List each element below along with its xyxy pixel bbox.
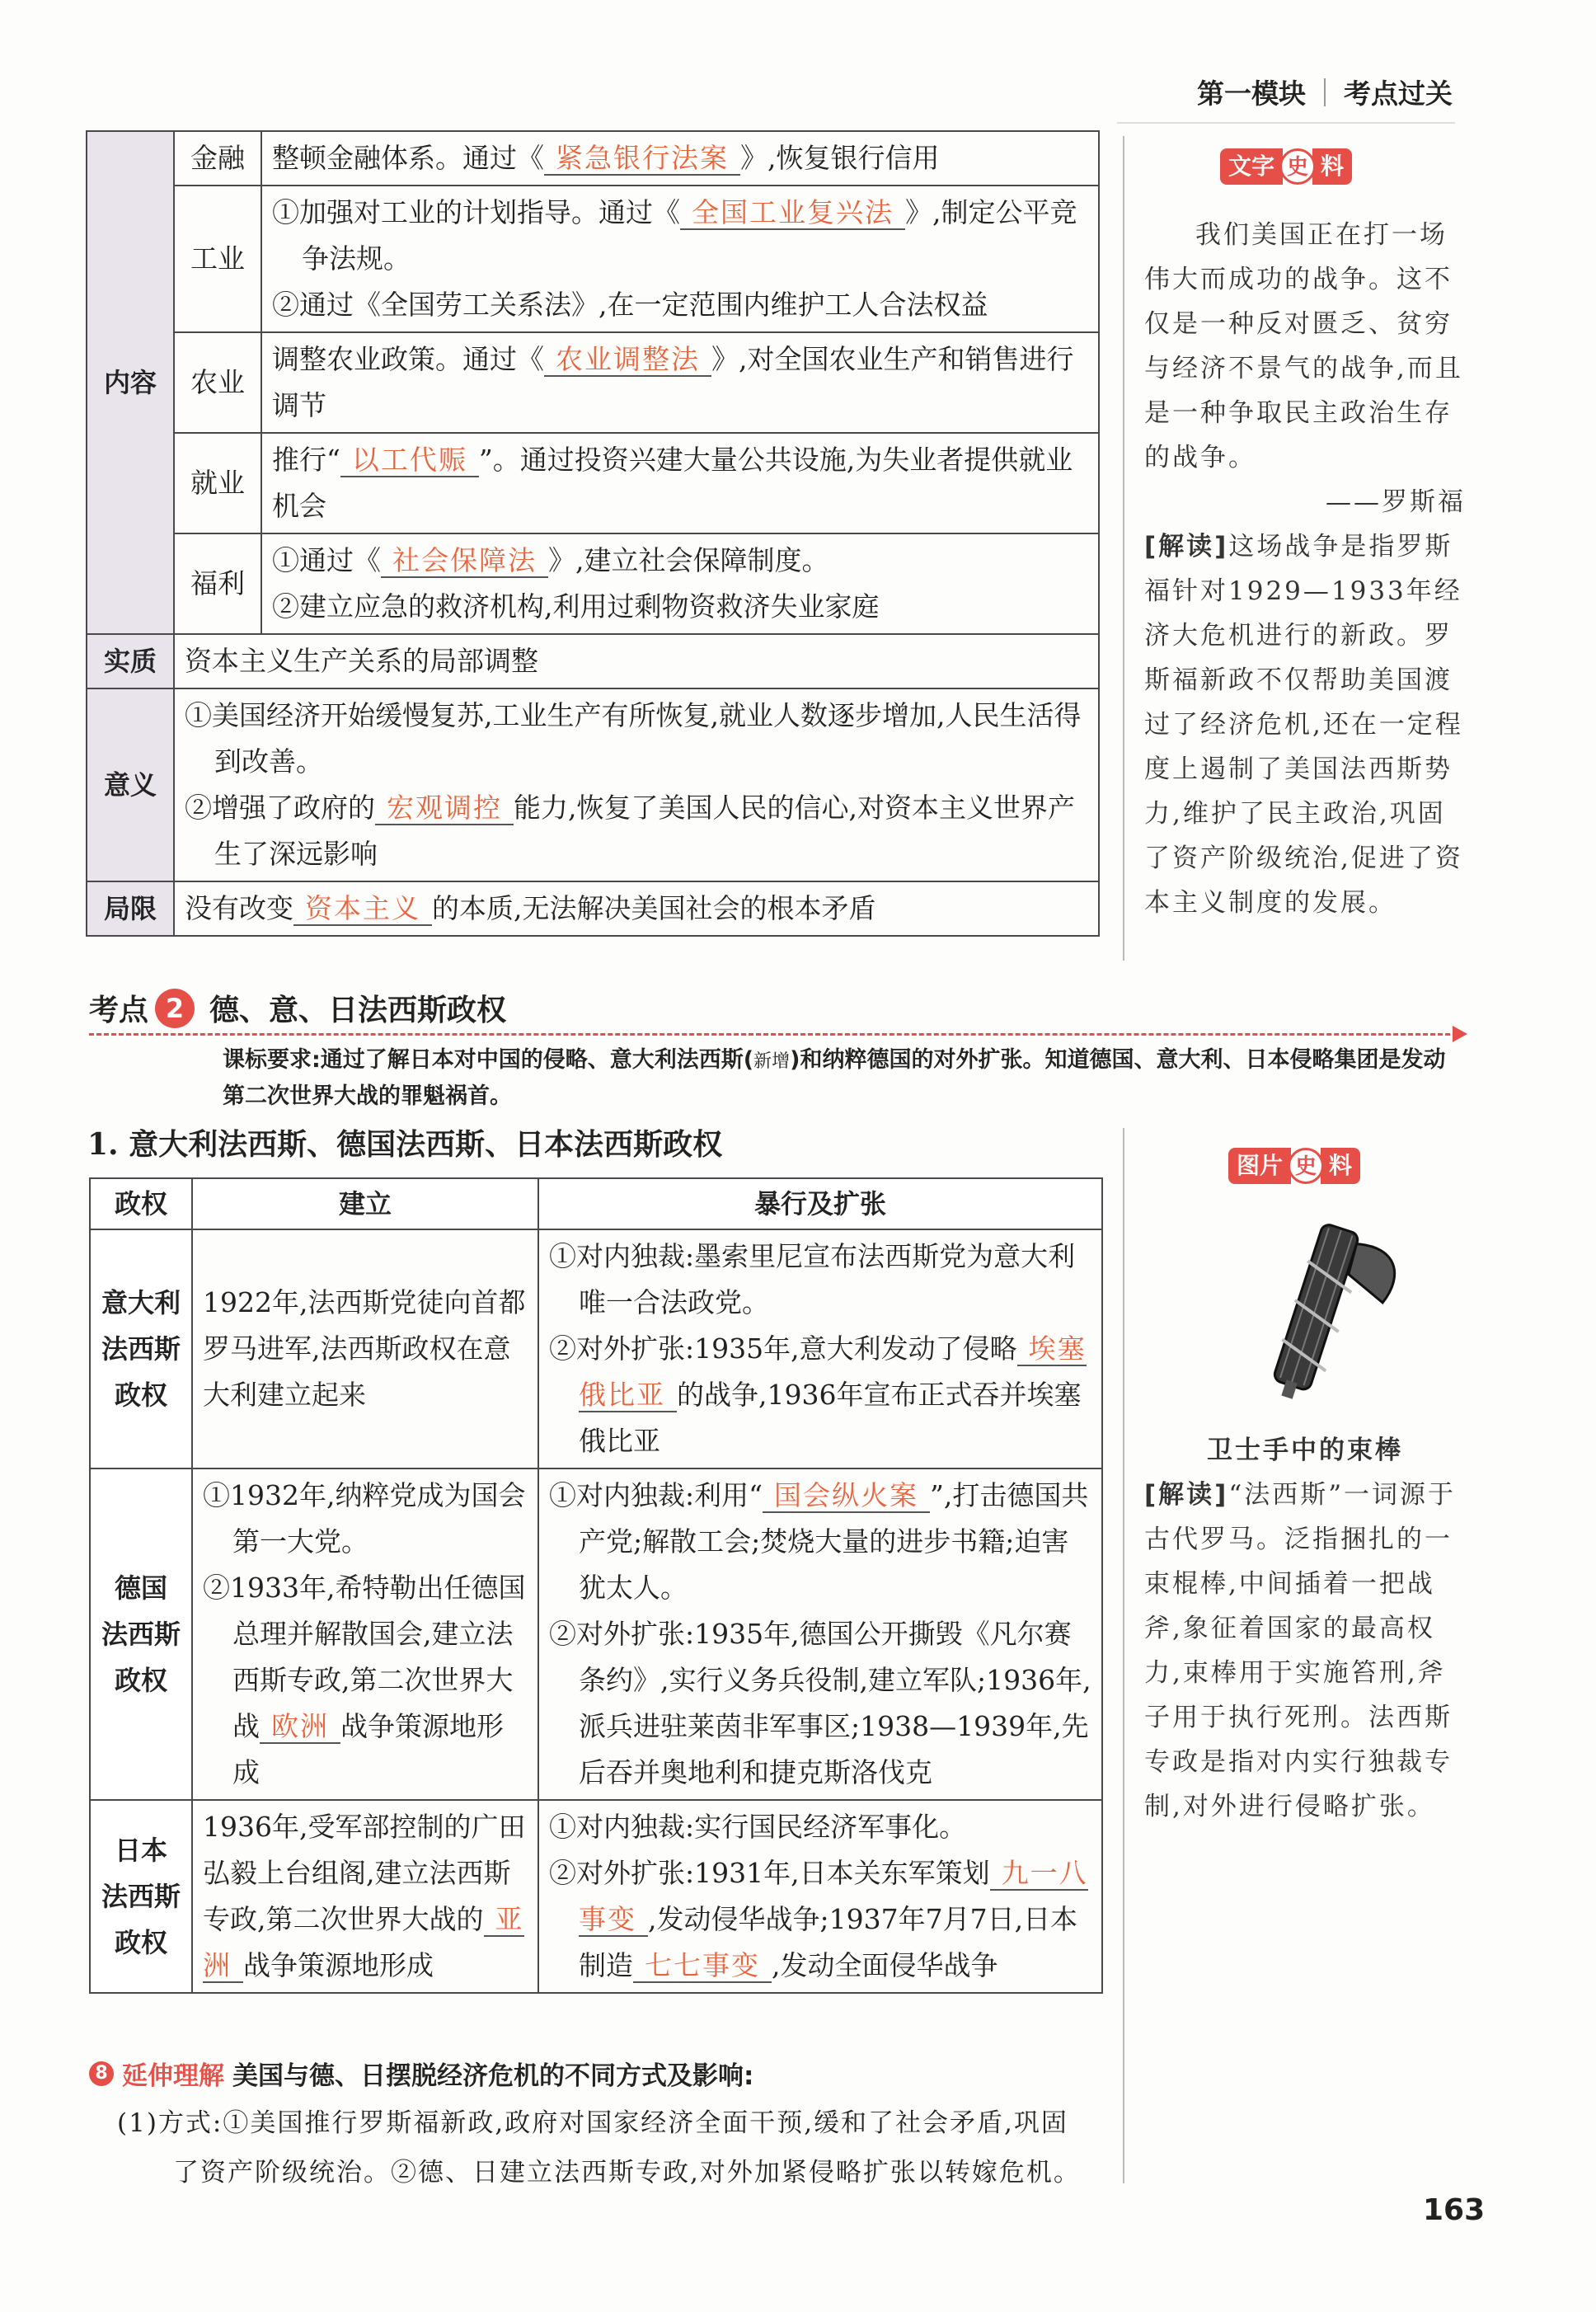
fill-answer: 亚洲: [203, 1903, 524, 1981]
text: 调整农业政策。通过《: [272, 343, 544, 375]
italy-action-1: ①对内独裁:墨索里尼宣布法西斯党为意大利唯一合法政党。: [549, 1240, 1076, 1318]
japan-label: [90, 1800, 192, 1993]
italy-action-2: [549, 1326, 1091, 1464]
fasces-illustration: [1220, 1216, 1410, 1406]
header-separator: [1324, 78, 1326, 106]
interp-text: 这场战争是指罗斯福针对1929—1933年经济大危机进行的新政。罗斯福新政不仅帮助美国渡过了经济危机,还在一定程度上遏制了美国法西斯势力,维护了民主政治,巩固了资产阶级统治,促进了资本主义制度的发展。: [1144, 532, 1463, 918]
page-header: [1197, 73, 1453, 111]
table-row-italy: [90, 1229, 1102, 1468]
table-row: [87, 332, 1099, 433]
fill-answer: 全国工业复兴法: [680, 196, 905, 230]
text: 战争策源地形成: [232, 1710, 504, 1788]
japan-action-1: ①对内独裁:实行国民经济军事化。: [549, 1811, 967, 1843]
sub-label: 工业: [174, 186, 261, 332]
text: 》,制定公平竞争法规。: [302, 196, 1077, 275]
subheading: 1. 意大利法西斯、德国法西斯、日本法西斯政权: [87, 1127, 723, 1162]
fill-answer: 宏观调控: [375, 792, 514, 825]
welfare-line-1: [272, 538, 1088, 584]
fill-answer: 七七事变: [633, 1949, 772, 1983]
text: ①通过《: [272, 544, 381, 576]
germany-establish: [192, 1468, 538, 1800]
significance-label: 意义: [87, 688, 174, 881]
label-line: 政权: [114, 1665, 167, 1696]
germany-est-1: ①1932年,纳粹党成为国会第一大党。: [203, 1479, 526, 1558]
japan-action-2: [549, 1850, 1091, 1989]
welfare-cell: [261, 533, 1099, 634]
table-row-germany: [90, 1468, 1102, 1800]
fill-answer: 社会保障法: [381, 544, 548, 578]
quote-text: 我们美国正在打一场伟大而成功的战争。这不仅是一种反对匮乏、贫穷与经济不景气的战争,而且是一种争取民主政治生存的战争。: [1144, 220, 1463, 472]
col-header: 建立: [192, 1178, 538, 1229]
interp-label: [解读]: [1144, 532, 1229, 562]
page-number: 163: [1423, 2193, 1486, 2227]
germany-label: [90, 1468, 192, 1800]
badge-right: 料: [1321, 1148, 1360, 1184]
section-number-icon: 2: [155, 989, 195, 1028]
new-tag: 新增: [753, 1051, 791, 1072]
text: 》,恢复银行信用: [740, 142, 940, 174]
table-row: [87, 881, 1099, 936]
table-header-row: [90, 1178, 1102, 1229]
dashed-arrow-line: [89, 1033, 1458, 1036]
germany-actions: [538, 1468, 1102, 1800]
section-heading: [89, 987, 506, 1029]
badge-left: 文字: [1220, 148, 1283, 185]
label-line: 法西斯: [101, 1881, 181, 1912]
label-line: 政权: [114, 1927, 167, 1958]
fill-answer: 资本主义: [293, 892, 432, 926]
text: ,发动全面侵华战争: [772, 1949, 998, 1981]
essence-cell: 资本主义生产关系的局部调整: [174, 634, 1099, 688]
text: ①加强对工业的计划指导。通过《: [272, 196, 680, 228]
interpretation: [1144, 1473, 1466, 1829]
req-text: 课标要求:通过了解日本对中国的侵略、意大利法西斯(: [223, 1047, 754, 1073]
text: ②增强了政府的: [185, 792, 375, 824]
req-text: )和纳粹德国的对外扩张。知道德国、意大利、日本侵略集团是发动第二次世界大战的罪魁祸首。: [223, 1047, 1446, 1109]
text: 的本质,无法解决美国社会的根本矛盾: [432, 892, 876, 924]
text: 能力,恢复了美国人民的信心,对资本主义世界产生了深远影响: [214, 792, 1075, 870]
text: 没有改变: [185, 892, 293, 924]
employment-cell: [261, 433, 1099, 533]
label-line: 德国: [114, 1572, 167, 1604]
side-quote-block: [1144, 213, 1466, 925]
extension-title: 美国与德、日摆脱经济危机的不同方式及影响:: [232, 2061, 754, 2091]
agriculture-cell: [261, 332, 1099, 433]
table-row-japan: [90, 1800, 1102, 1993]
fill-answer: 农业调整法: [544, 343, 711, 377]
badge-circle: 史: [1279, 148, 1316, 185]
sidebar-divider: [1123, 1128, 1124, 2183]
quote-author: ——罗斯福: [1326, 487, 1466, 517]
fill-answer: 以工代赈: [340, 444, 479, 477]
section-title: 考点过关: [1344, 78, 1453, 110]
industry-line-2: ②通过《全国劳工关系法》,在一定范围内维护工人合法权益: [272, 289, 988, 321]
limit-label: 局限: [87, 881, 174, 936]
germany-est-2: [203, 1565, 528, 1796]
fill-answer: 紧急银行法案: [544, 142, 740, 176]
text: 》,建立社会保障制度。: [548, 544, 829, 576]
text: 1936年,受军部控制的广田弘毅上台组阁,建立法西斯专政,第二次世界大战的: [203, 1811, 526, 1935]
ext-line-2: 了资产阶级统治。②德、日建立法西斯专政,对外加紧侵略扩张以转嫁危机。: [173, 2158, 1081, 2187]
col-header: 政权: [90, 1178, 192, 1229]
new-deal-table: [86, 130, 1100, 937]
sub-label: 就业: [174, 433, 261, 533]
extension-tag: 延伸理解: [122, 2061, 224, 2091]
text: ,发动侵华战争;1937年7月7日,日本制造: [579, 1903, 1078, 1981]
label-line: 法西斯: [101, 1333, 181, 1365]
section-prefix: 考点: [89, 994, 149, 1027]
text: ②对外扩张:1931年,日本关东军策划: [549, 1857, 990, 1889]
label-line: 政权: [114, 1379, 167, 1411]
industry-cell: [261, 186, 1099, 332]
image-source-badge: [1228, 1148, 1360, 1184]
module-title: 第一模块: [1197, 78, 1306, 110]
table-row: [87, 131, 1099, 186]
text: 战争策源地形成: [243, 1949, 434, 1981]
badge-left: 图片: [1228, 1148, 1291, 1184]
image-caption: 卫士手中的束棒: [1207, 1436, 1403, 1465]
label-line: 法西斯: [101, 1619, 181, 1650]
italy-label: [90, 1229, 192, 1468]
fill-answer: 国会纵火案: [763, 1479, 930, 1513]
italy-actions: [538, 1229, 1102, 1468]
table-row: [87, 533, 1099, 634]
finance-cell: [261, 131, 1099, 186]
extension-icon: 8: [89, 2061, 114, 2086]
significance-cell: [174, 688, 1099, 881]
label-line: 意大利: [101, 1287, 181, 1318]
japan-actions: [538, 1800, 1102, 1993]
table-row: [87, 186, 1099, 332]
interp-text: “法西斯”一词源于古代罗马。泛指捆扎的一束棍棒,中间插着一把战斧,象征着国家的最高权力,束棒用于实施笞刑,斧子用于执行死刑。法西斯专政是指对内实行独裁专制,对外进行侵略扩张。: [1144, 1480, 1457, 1821]
table-row: [87, 634, 1099, 688]
badge-circle: 史: [1288, 1148, 1324, 1184]
table-row: [87, 688, 1099, 881]
badge-right: 料: [1312, 148, 1352, 185]
industry-line-1: [272, 190, 1088, 282]
sub-label: 农业: [174, 332, 261, 433]
label-line: 日本: [114, 1835, 167, 1866]
table-row: [87, 433, 1099, 533]
text: ”,打击德国共产党;解散工会;焚烧大量的进步书籍;迫害犹太人。: [579, 1479, 1089, 1604]
japan-establish: [192, 1800, 538, 1993]
sub-label: 福利: [174, 533, 261, 634]
ext-line-1: (1)方式:①美国推行罗斯福新政,政府对国家经济全面干预,缓和了社会矛盾,巩固: [117, 2108, 1068, 2138]
text: 的战争,1936年宣布正式吞并埃塞俄比亚: [579, 1379, 1082, 1457]
text: ②1933年,希特勒出任德国总理并解散国会,建立法西斯专政,第二次世界大战: [203, 1572, 526, 1742]
text: ①对内独裁:利用“: [549, 1479, 763, 1511]
text: ②对外扩张:1935年,意大利发动了侵略: [549, 1332, 1017, 1365]
curriculum-requirement: [223, 1043, 1467, 1114]
text: 》,对全国农业生产和销售进行调节: [272, 343, 1074, 421]
fill-answer: 埃塞俄比亚: [579, 1332, 1087, 1411]
interp-label: [解读]: [1144, 1480, 1229, 1510]
limit-cell: [174, 881, 1099, 936]
fascist-regimes-table: [89, 1177, 1103, 1994]
sig-line-2: [185, 785, 1088, 877]
sig-line-1: ①美国经济开始缓慢复苏,工业生产有所恢复,就业人数逐步增加,人民生活得到改善。: [185, 699, 1082, 778]
germany-action-1: [549, 1473, 1091, 1611]
germany-action-2: ②对外扩张:1935年,德国公开撕毁《凡尔赛条约》,实行义务兵役制,建立军队;1936年,派兵进驻莱茵非军事区;1938—1939年,先后吞并奥地利和捷克斯洛伐克: [549, 1618, 1091, 1788]
content-label: 内容: [87, 131, 174, 634]
sidebar-divider: [1123, 136, 1124, 961]
side-image-block: [1144, 1428, 1466, 1829]
text: 推行“: [272, 444, 340, 476]
welfare-line-2: ②建立应急的救济机构,利用过剩物资救济失业家庭: [272, 590, 880, 623]
text: ”。通过投资兴建大量公共设施,为失业者提供就业机会: [272, 444, 1073, 522]
text: 整顿金融体系。通过《: [272, 142, 544, 174]
extension-heading: [89, 2055, 753, 2092]
sub-label: 金融: [174, 131, 261, 186]
arrow-icon: [1453, 1026, 1467, 1042]
italy-establish: 1922年,法西斯党徒向首都罗马进军,法西斯政权在意大利建立起来: [192, 1229, 538, 1468]
extension-body: [117, 2098, 1115, 2197]
section-title-text: 德、意、日法西斯政权: [209, 994, 507, 1027]
header-rule: [1117, 122, 1455, 124]
text-source-badge: [1220, 148, 1352, 185]
col-header: 暴行及扩张: [538, 1178, 1102, 1229]
interpretation: [1144, 524, 1466, 925]
fill-answer: 九一八事变: [579, 1857, 1088, 1935]
essence-label: 实质: [87, 634, 174, 688]
fill-answer: 欧洲: [260, 1710, 340, 1744]
